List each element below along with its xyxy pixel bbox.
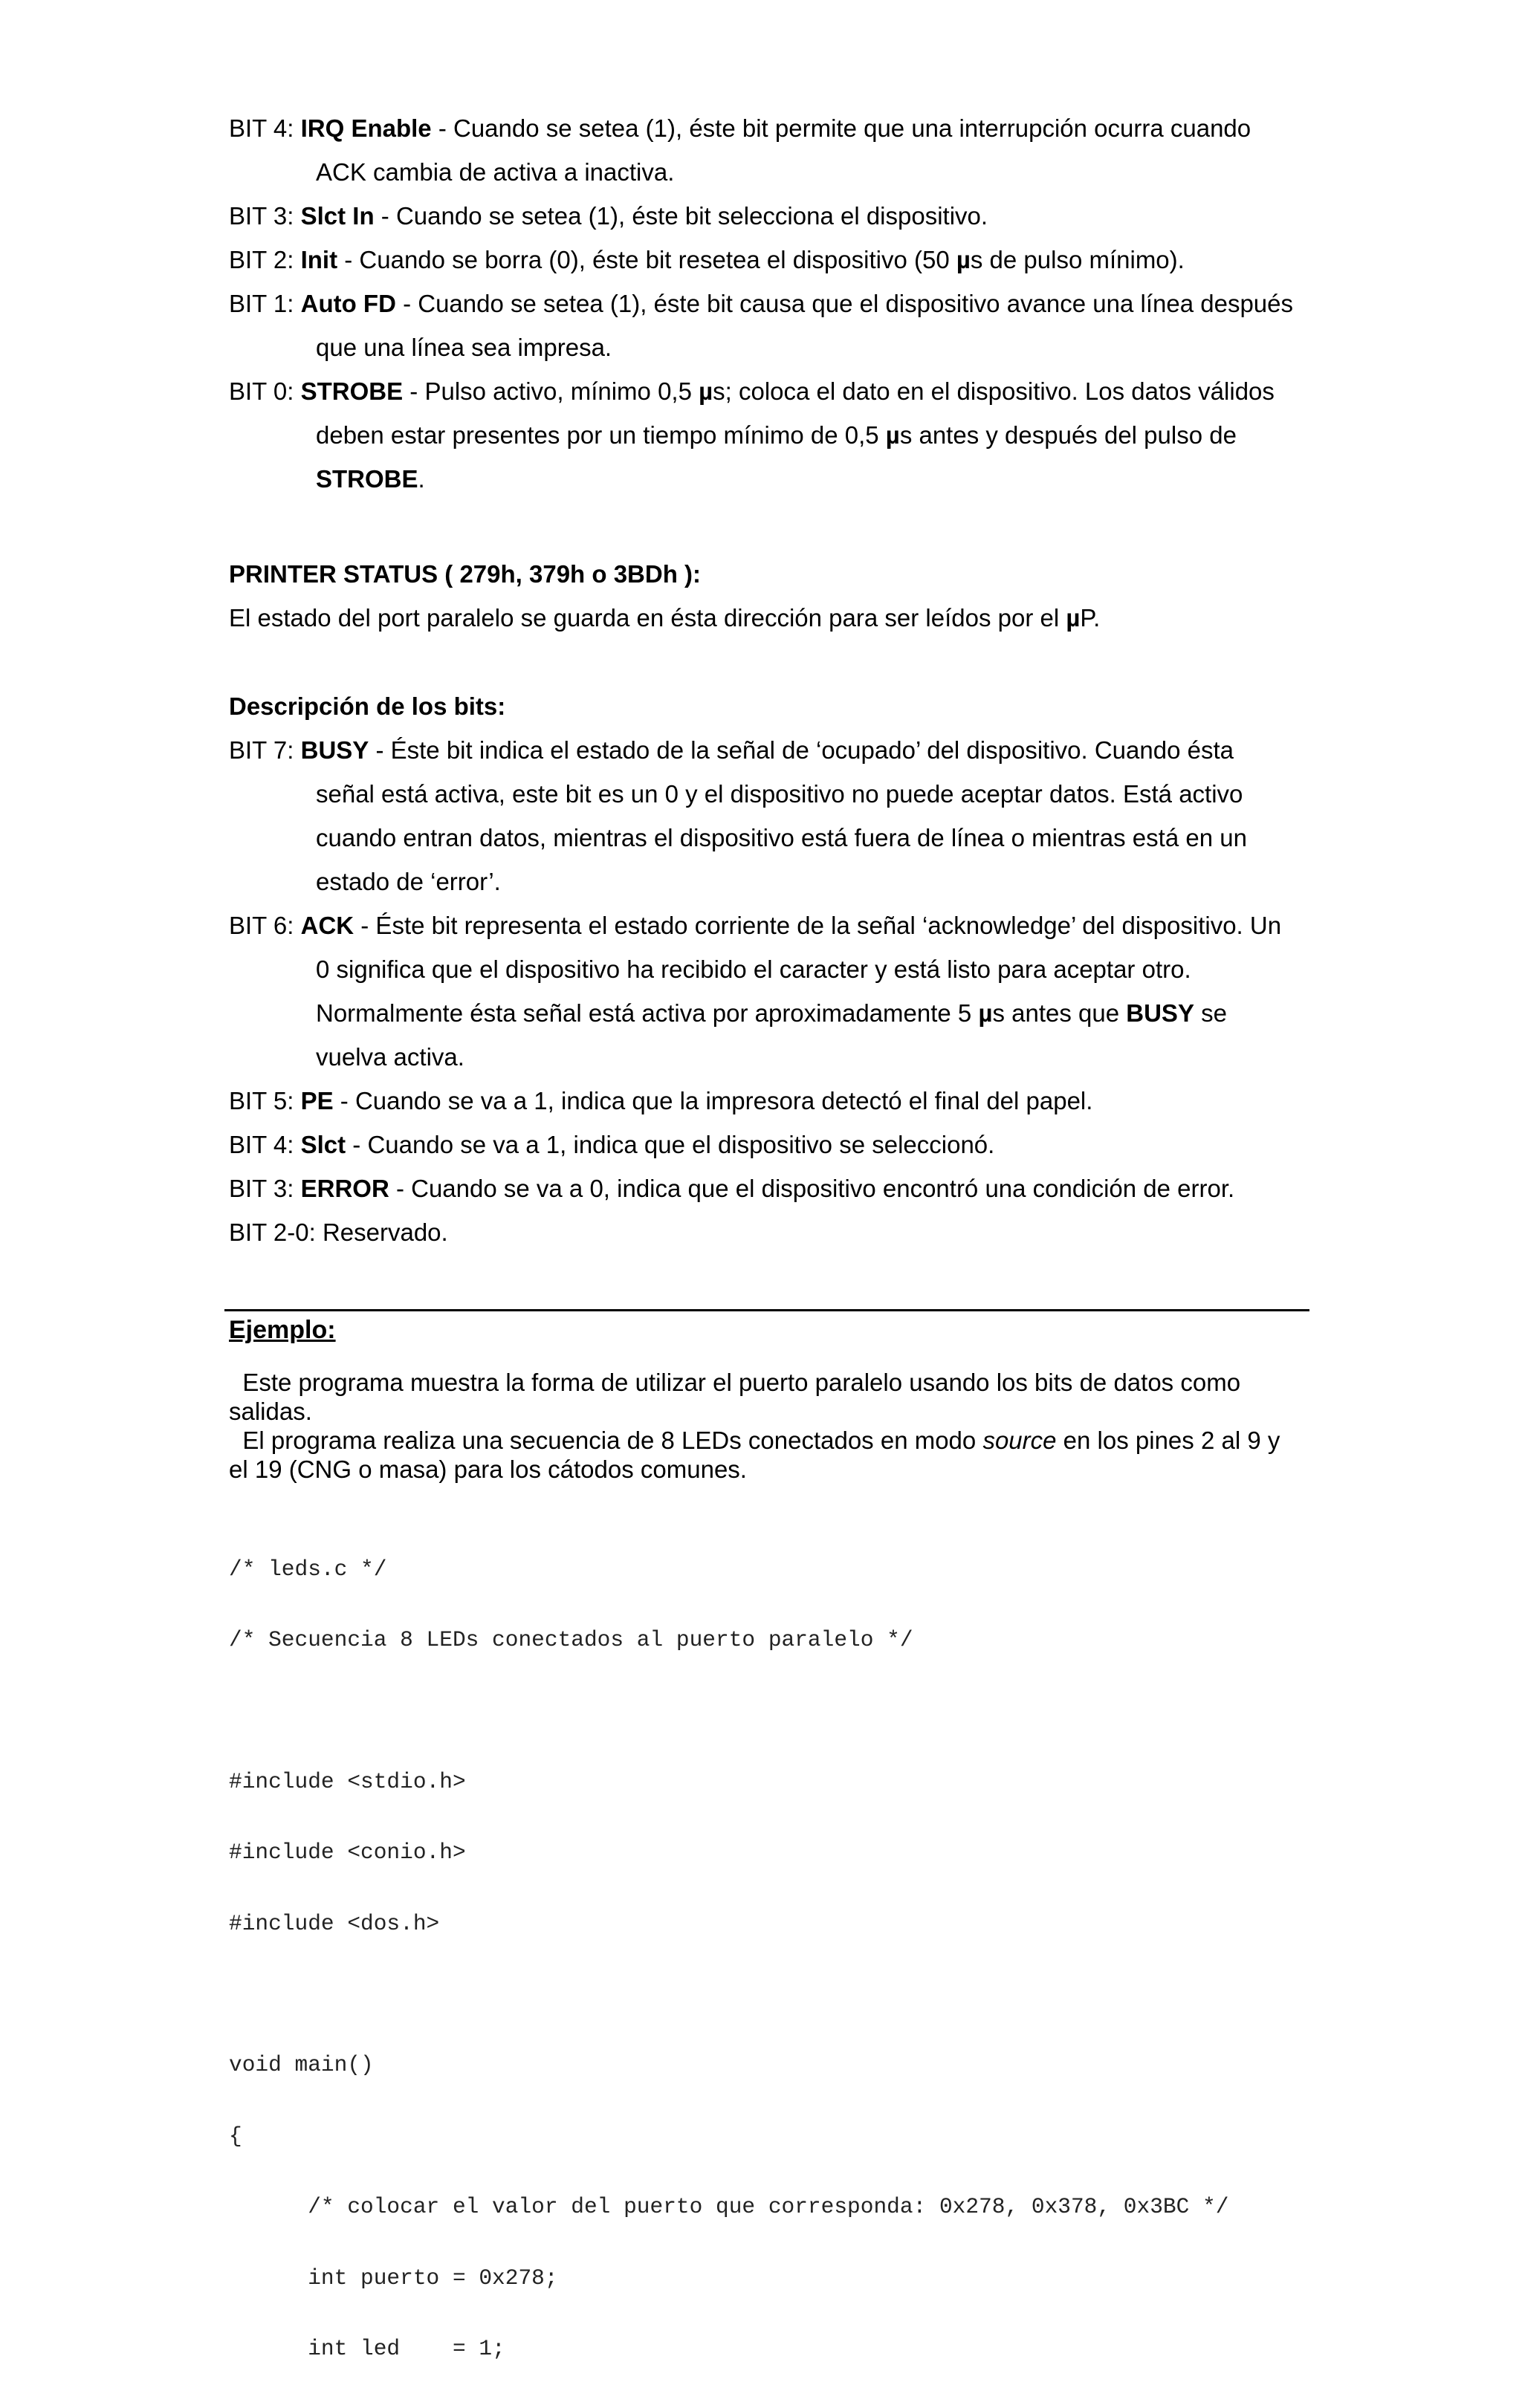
bit-continuation: [229, 991, 1314, 1035]
continuation-text: s antes que: [992, 999, 1127, 1027]
paragraph-line: el 19 (CNG o masa) para los cátodos comunes.: [229, 1455, 747, 1483]
bit-continuation: 0 significa que el dispositivo ha recibido el caracter y está listo para aceptar otro.: [316, 955, 1191, 983]
code-listing: [229, 1510, 1228, 2408]
bit-line: [229, 106, 1314, 150]
micro-symbol: µ: [885, 421, 900, 449]
bit-continuation: vuelva activa.: [316, 1043, 464, 1071]
bit-name: Auto FD: [300, 290, 396, 317]
code-line: #include <stdio.h>: [229, 1768, 466, 1794]
paragraph-line: Este programa muestra la forma de utilizar el puerto paralelo usando los bits de datos como: [229, 1369, 1241, 1396]
micro-symbol: µ: [978, 999, 993, 1027]
bit-continuation: [229, 457, 1314, 501]
busy-term: BUSY: [1126, 999, 1194, 1027]
continuation-text-tail: s antes y después del pulso de: [899, 421, 1237, 449]
code-line: #include <conio.h>: [229, 1840, 466, 1866]
bit-name: Init: [300, 246, 338, 273]
code-line: int puerto = 0x278;: [229, 2265, 558, 2291]
bit-continuation: señal está activa, este bit es un 0 y el dispositivo no puede aceptar datos. Está activo: [316, 780, 1243, 808]
code-line: /* leds.c */: [229, 1556, 387, 1582]
bit-description: - Éste bit indica el estado de la señal de ‘ocupado’ del dispositivo. Cuando ésta: [369, 736, 1234, 764]
paragraph-line: salidas.: [229, 1398, 312, 1425]
bit-number: BIT 4:: [229, 114, 301, 142]
bit-number: BIT 7:: [229, 736, 301, 764]
bit-description: - Cuando se va a 1, indica que el dispositivo se seleccionó.: [346, 1131, 995, 1158]
bit-number: BIT 3:: [229, 202, 301, 230]
bit-line: [229, 1123, 1314, 1166]
bit-description-tail: s; coloca el dato en el dispositivo. Los datos válidos: [713, 377, 1275, 405]
section-heading: Descripción de los bits:: [229, 692, 506, 720]
status-text: El estado del port paralelo se guarda en ésta dirección para ser leídos por el: [229, 604, 1066, 632]
bit-continuation: cuando entran datos, mientras el dispositivo está fuera de línea o mientras está en un: [316, 824, 1247, 851]
printer-status-section: [229, 552, 1314, 640]
bit-line: [229, 1166, 1314, 1210]
section-heading: PRINTER STATUS ( 279h, 379h o 3BDh ):: [229, 560, 702, 588]
paragraph-text: El programa realiza una secuencia de 8 LEDs conectados en modo: [229, 1427, 983, 1454]
source-term: source: [982, 1427, 1057, 1454]
micro-symbol: µ: [1066, 604, 1081, 632]
code-line: #include <dos.h>: [229, 1910, 440, 1936]
bit-continuation: que una línea sea impresa.: [316, 334, 612, 361]
bit-line: BIT 2-0: Reservado.: [229, 1218, 448, 1246]
bit-line: [229, 238, 1314, 282]
micro-symbol: µ: [699, 377, 713, 405]
bit-line: [229, 728, 1314, 772]
bit-number: BIT 1:: [229, 290, 301, 317]
period: .: [418, 465, 425, 493]
section-divider: [224, 1309, 1309, 1311]
status-bits-section: [229, 684, 1314, 1254]
bit-line: [229, 282, 1314, 325]
status-text-tail: P.: [1080, 604, 1101, 632]
bit-name: PE: [300, 1087, 334, 1114]
bit-name: STROBE: [300, 377, 404, 405]
bit-description: - Éste bit representa el estado corriente de la señal ‘acknowledge’ del dispositivo. Un: [354, 912, 1282, 939]
continuation-text: Normalmente ésta señal está activa por aproximadamente 5: [316, 999, 979, 1027]
bit-line: [229, 903, 1314, 947]
bit-description: - Cuando se borra (0), éste bit resetea el dispositivo (50: [337, 246, 956, 273]
bit-name: BUSY: [300, 736, 369, 764]
code-line: [229, 1983, 1228, 2007]
code-line: {: [229, 2123, 242, 2149]
bit-number: BIT 3:: [229, 1175, 301, 1202]
continuation-text-tail: se: [1194, 999, 1227, 1027]
bit-number: BIT 4:: [229, 1131, 301, 1158]
bit-line: [229, 1079, 1314, 1123]
example-paragraph-1: [229, 1368, 1321, 1426]
strobe-term: STROBE: [316, 465, 418, 493]
code-line: /* colocar el valor del puerto que corresponda: 0x278, 0x378, 0x3BC */: [229, 2194, 1229, 2220]
code-line: void main(): [229, 2052, 374, 2078]
bit-description: - Cuando se va a 0, indica que el dispositivo encontró una condición de error.: [389, 1175, 1235, 1202]
bit-description: - Cuando se setea (1), éste bit causa que el dispositivo avance una línea después: [395, 290, 1294, 317]
bit-name: IRQ Enable: [300, 114, 432, 142]
example-paragraph-2: [229, 1426, 1321, 1484]
bit-name: ACK: [300, 912, 354, 939]
bit-line: [229, 194, 1314, 238]
bit-number: BIT 5:: [229, 1087, 301, 1114]
bit-number: BIT 2:: [229, 246, 301, 273]
bit-description: - Cuando se setea (1), éste bit selecciona el dispositivo.: [374, 202, 988, 230]
paragraph-text-tail: en los pines 2 al 9 y: [1056, 1427, 1280, 1454]
bit-number: BIT 0:: [229, 377, 301, 405]
bit-name: Slct In: [300, 202, 375, 230]
continuation-text: deben estar presentes por un tiempo mínimo de 0,5: [316, 421, 886, 449]
bit-description: - Pulso activo, mínimo 0,5: [403, 377, 699, 405]
code-line: [229, 1699, 1228, 1723]
example-title: Ejemplo:: [229, 1316, 336, 1344]
bit-number: BIT 6:: [229, 912, 301, 939]
bit-continuation: [229, 413, 1314, 457]
micro-symbol: µ: [956, 246, 971, 273]
bit-description: - Cuando se setea (1), éste bit permite que una interrupción ocurra cuando: [431, 114, 1251, 142]
bit-description: - Cuando se va a 1, indica que la impresora detectó el final del papel.: [333, 1087, 1093, 1114]
paragraph-line: [229, 1426, 1321, 1455]
bit-line: [229, 369, 1314, 413]
code-line: /* Secuencia 8 LEDs conectados al puerto paralelo */: [229, 1626, 913, 1652]
status-description: [229, 596, 1314, 640]
control-bits-section: [229, 106, 1314, 501]
bit-description-tail: s de pulso mínimo).: [970, 246, 1185, 273]
bit-name: ERROR: [300, 1175, 389, 1202]
bit-continuation: ACK cambia de activa a inactiva.: [316, 158, 675, 186]
bit-continuation: estado de ‘error’.: [316, 868, 501, 895]
bit-name: Slct: [300, 1131, 346, 1158]
code-line: int led = 1;: [229, 2335, 505, 2361]
